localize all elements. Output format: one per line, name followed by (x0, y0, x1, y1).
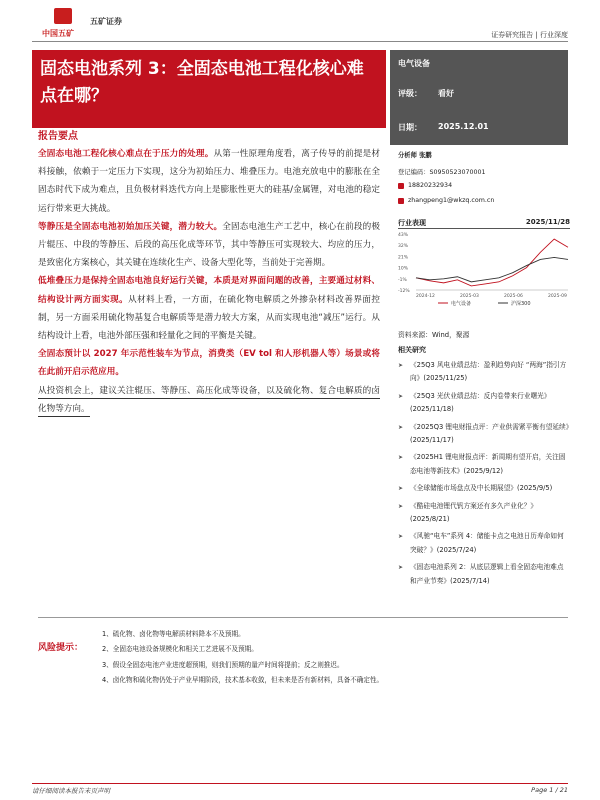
page-title: 固态电池系列 3：全固态电池工程化核心难点在哪？ (40, 59, 364, 106)
arrow-icon: ➤ (398, 502, 404, 510)
industry-label: 电气设备 (398, 59, 430, 68)
analyst-email[interactable]: zhangpeng1@wkzq.com.cn (408, 197, 495, 204)
summary-paragraph-1 (38, 145, 380, 218)
performance-date: 2025/11/28 (525, 218, 570, 226)
p3-highlight: 低堆叠压力是保持全固态电池良好运行关键，本质是对界面问题的改善，主要通过材料、结构设计两方面实现。 (38, 276, 380, 305)
y-tick-label: -12% (398, 289, 410, 294)
legend-label: 电气设备 (451, 301, 472, 307)
summary-body (38, 145, 380, 418)
p2-text: 全固态电池生产工艺中，核心在前段的极片辊压、中段的等静压、后段的高压化成等环节，其中等静压可实现较大、均应的压力，是致密化方案核心，其关键在连续化生产、设备大型化等，当前处于完善期。 (38, 221, 380, 269)
p5-text: 从投资机会上，建议关注辊压、等静压、高压化成等设备，以及硫化物、复合电解质的卤化物等方向。 (38, 386, 380, 417)
summary-paragraph-2 (38, 218, 380, 273)
related-heading: 相关研究 (398, 346, 426, 354)
title-box (32, 50, 386, 128)
risk-item: 4、卤化物和硫化物仍处于产业早期阶段，技术基本收敛，但未来是否有新材料，具备不确定性。 (102, 675, 384, 684)
risk-item: 3、假设全固态电池产业进度超预期，则我们预期的量产时间将提前；反之则推迟。 (102, 660, 344, 669)
related-item[interactable] (398, 500, 570, 527)
related-item[interactable] (398, 530, 570, 557)
header-divider (32, 41, 568, 42)
related-item-text: 《风驰“电车”系列 4：储能卡点之电池日历寿命如何突破？》(2025/7/24) (410, 532, 564, 554)
x-tick-label: 2025-03 (460, 294, 479, 299)
date-value: 2025.12.01 (438, 122, 489, 131)
p2-highlight: 等静压是全固态电池初始加压关键，潜力较大。 (38, 221, 223, 232)
p3-text: 从材料上看，一方面，在硫化物电解质之外掺杂材料改善界面控制，另一方面采用硫化物基复合电解质等是潜力较大方案，从而实现电池“减压”运行。从结构设计上看，电池外部压强和轻量化之间的平衡是关键。 (38, 294, 380, 342)
related-list (398, 359, 570, 592)
related-item-text: 《2025H1 锂电财报点评：新周期有望开启，关注固态电池等新技术》(2025/9/12) (410, 453, 566, 475)
rating-value: 看好 (438, 89, 454, 98)
analyst-name-row (398, 150, 432, 159)
x-tick-label: 2025-09 (548, 294, 567, 299)
related-item-text: 《25Q3 风电业绩总结：盈利趋势向好 “两海”指引方向》(2025/11/25) (410, 361, 567, 383)
performance-divider (398, 228, 570, 229)
logo-cn-text: 中国五矿 (42, 29, 74, 38)
page-number: Page 1 / 21 (531, 786, 568, 794)
risk-list (102, 628, 402, 689)
related-item-text: 《全球储能市场盘点及中长期展望》(2025/9/5) (410, 484, 553, 493)
analyst-phone-row (398, 182, 452, 189)
arrow-icon: ➤ (398, 564, 404, 572)
x-tick-label: 2024-12 (416, 294, 435, 299)
related-item[interactable] (398, 359, 570, 386)
report-type: 证券研究报告 | 行业深度 (491, 31, 568, 39)
arrow-icon: ➤ (398, 485, 404, 493)
date-label: 日期： (398, 123, 422, 132)
arrow-icon: ➤ (398, 392, 404, 400)
risk-heading: 风险提示： (38, 643, 84, 653)
risk-item: 2、全固态电池设备规模化和相关工艺进展不及预期。 (102, 645, 258, 654)
y-tick-label: 21% (398, 255, 409, 261)
arrow-icon: ➤ (398, 454, 404, 462)
y-tick-label: 43% (398, 233, 409, 238)
footer-disclaimer[interactable]: 请仔细阅读本报告末页声明 (32, 787, 110, 795)
reg-label: 登记编码： (398, 169, 430, 176)
analyst-name: 张鹏 (419, 152, 432, 159)
summary-heading: 报告要点 (38, 131, 78, 142)
related-item-text: 《固态电池系列 2：从底层逻辑上看全固态电池难点和产业节奏》(2025/7/14) (410, 563, 564, 585)
summary-paragraph-4 (38, 345, 380, 381)
arrow-icon: ➤ (398, 533, 404, 541)
summary-paragraph-5 (38, 382, 380, 418)
email-icon (398, 198, 404, 204)
performance-title: 行业表现 (398, 219, 426, 227)
analyst-phone: 18820232934 (408, 182, 453, 189)
y-tick-label: -1% (398, 277, 407, 283)
analyst-label: 分析师 (398, 152, 417, 159)
performance-chart (398, 230, 570, 308)
related-item-text: 《酷硅电池锂代钒方案还有多久产业化？》(2025/8/21) (410, 501, 538, 524)
logo-mark-icon (54, 8, 72, 24)
x-tick-label: 2025-06 (504, 294, 523, 299)
company-logo (40, 8, 120, 36)
rating-box (390, 50, 568, 145)
legend-label: 沪深300 (511, 301, 531, 307)
reg-value: S0950523070001 (429, 169, 486, 176)
related-item[interactable] (398, 561, 570, 588)
risk-top-divider (38, 617, 568, 618)
related-item[interactable] (398, 482, 570, 495)
p1-highlight: 全固态电池工程化核心难点在于压力的处理。 (38, 149, 214, 159)
p4-highlight: 全固态预计以 2027 年示范性装车为节点，消费类（EV tol 和人形机器人等）场景或将在此前开启示范应用。 (38, 349, 380, 378)
p1-text: 从第一性原理角度看，离子传导的前提是材料接触，依赖于一定压力下实现，这分为初始压力、堆叠压力。电池充放电中的膨胀在全固态时代下成为难点，且负极材料迭代方向上是膨胀性更大的硅基/金属锂，对电池的稳定运行带来更大挑战。 (38, 149, 380, 214)
related-item[interactable] (398, 451, 570, 478)
analyst-email-row (398, 197, 494, 204)
logo-sub-text: 五矿证券 (90, 17, 122, 26)
footer-divider (32, 783, 568, 784)
risk-item: 1、硫化物、卤化物等电解质材料降本不及预期。 (102, 630, 245, 638)
arrow-icon: ➤ (398, 423, 404, 431)
analyst-reg-row (398, 167, 486, 176)
related-item-text: 《2025Q3 锂电财报点评：产业供需紧平衡有望延续》(2025/11/17) (410, 422, 570, 445)
series-line-1 (416, 257, 568, 281)
related-item[interactable] (398, 390, 570, 417)
arrow-icon: ➤ (398, 362, 404, 369)
related-item-text: 《25Q3 光伏业绩总结：反内卷带来行业曙光》(2025/11/18) (410, 391, 551, 414)
performance-heading (398, 218, 570, 228)
related-item[interactable] (398, 421, 570, 448)
phone-icon (398, 183, 404, 189)
y-tick-label: 10% (398, 266, 409, 272)
y-tick-label: 32% (398, 244, 409, 250)
summary-paragraph-3 (38, 272, 380, 345)
chart-source: 资料来源：Wind，聚源 (398, 331, 470, 339)
rating-label: 评级： (398, 89, 422, 98)
